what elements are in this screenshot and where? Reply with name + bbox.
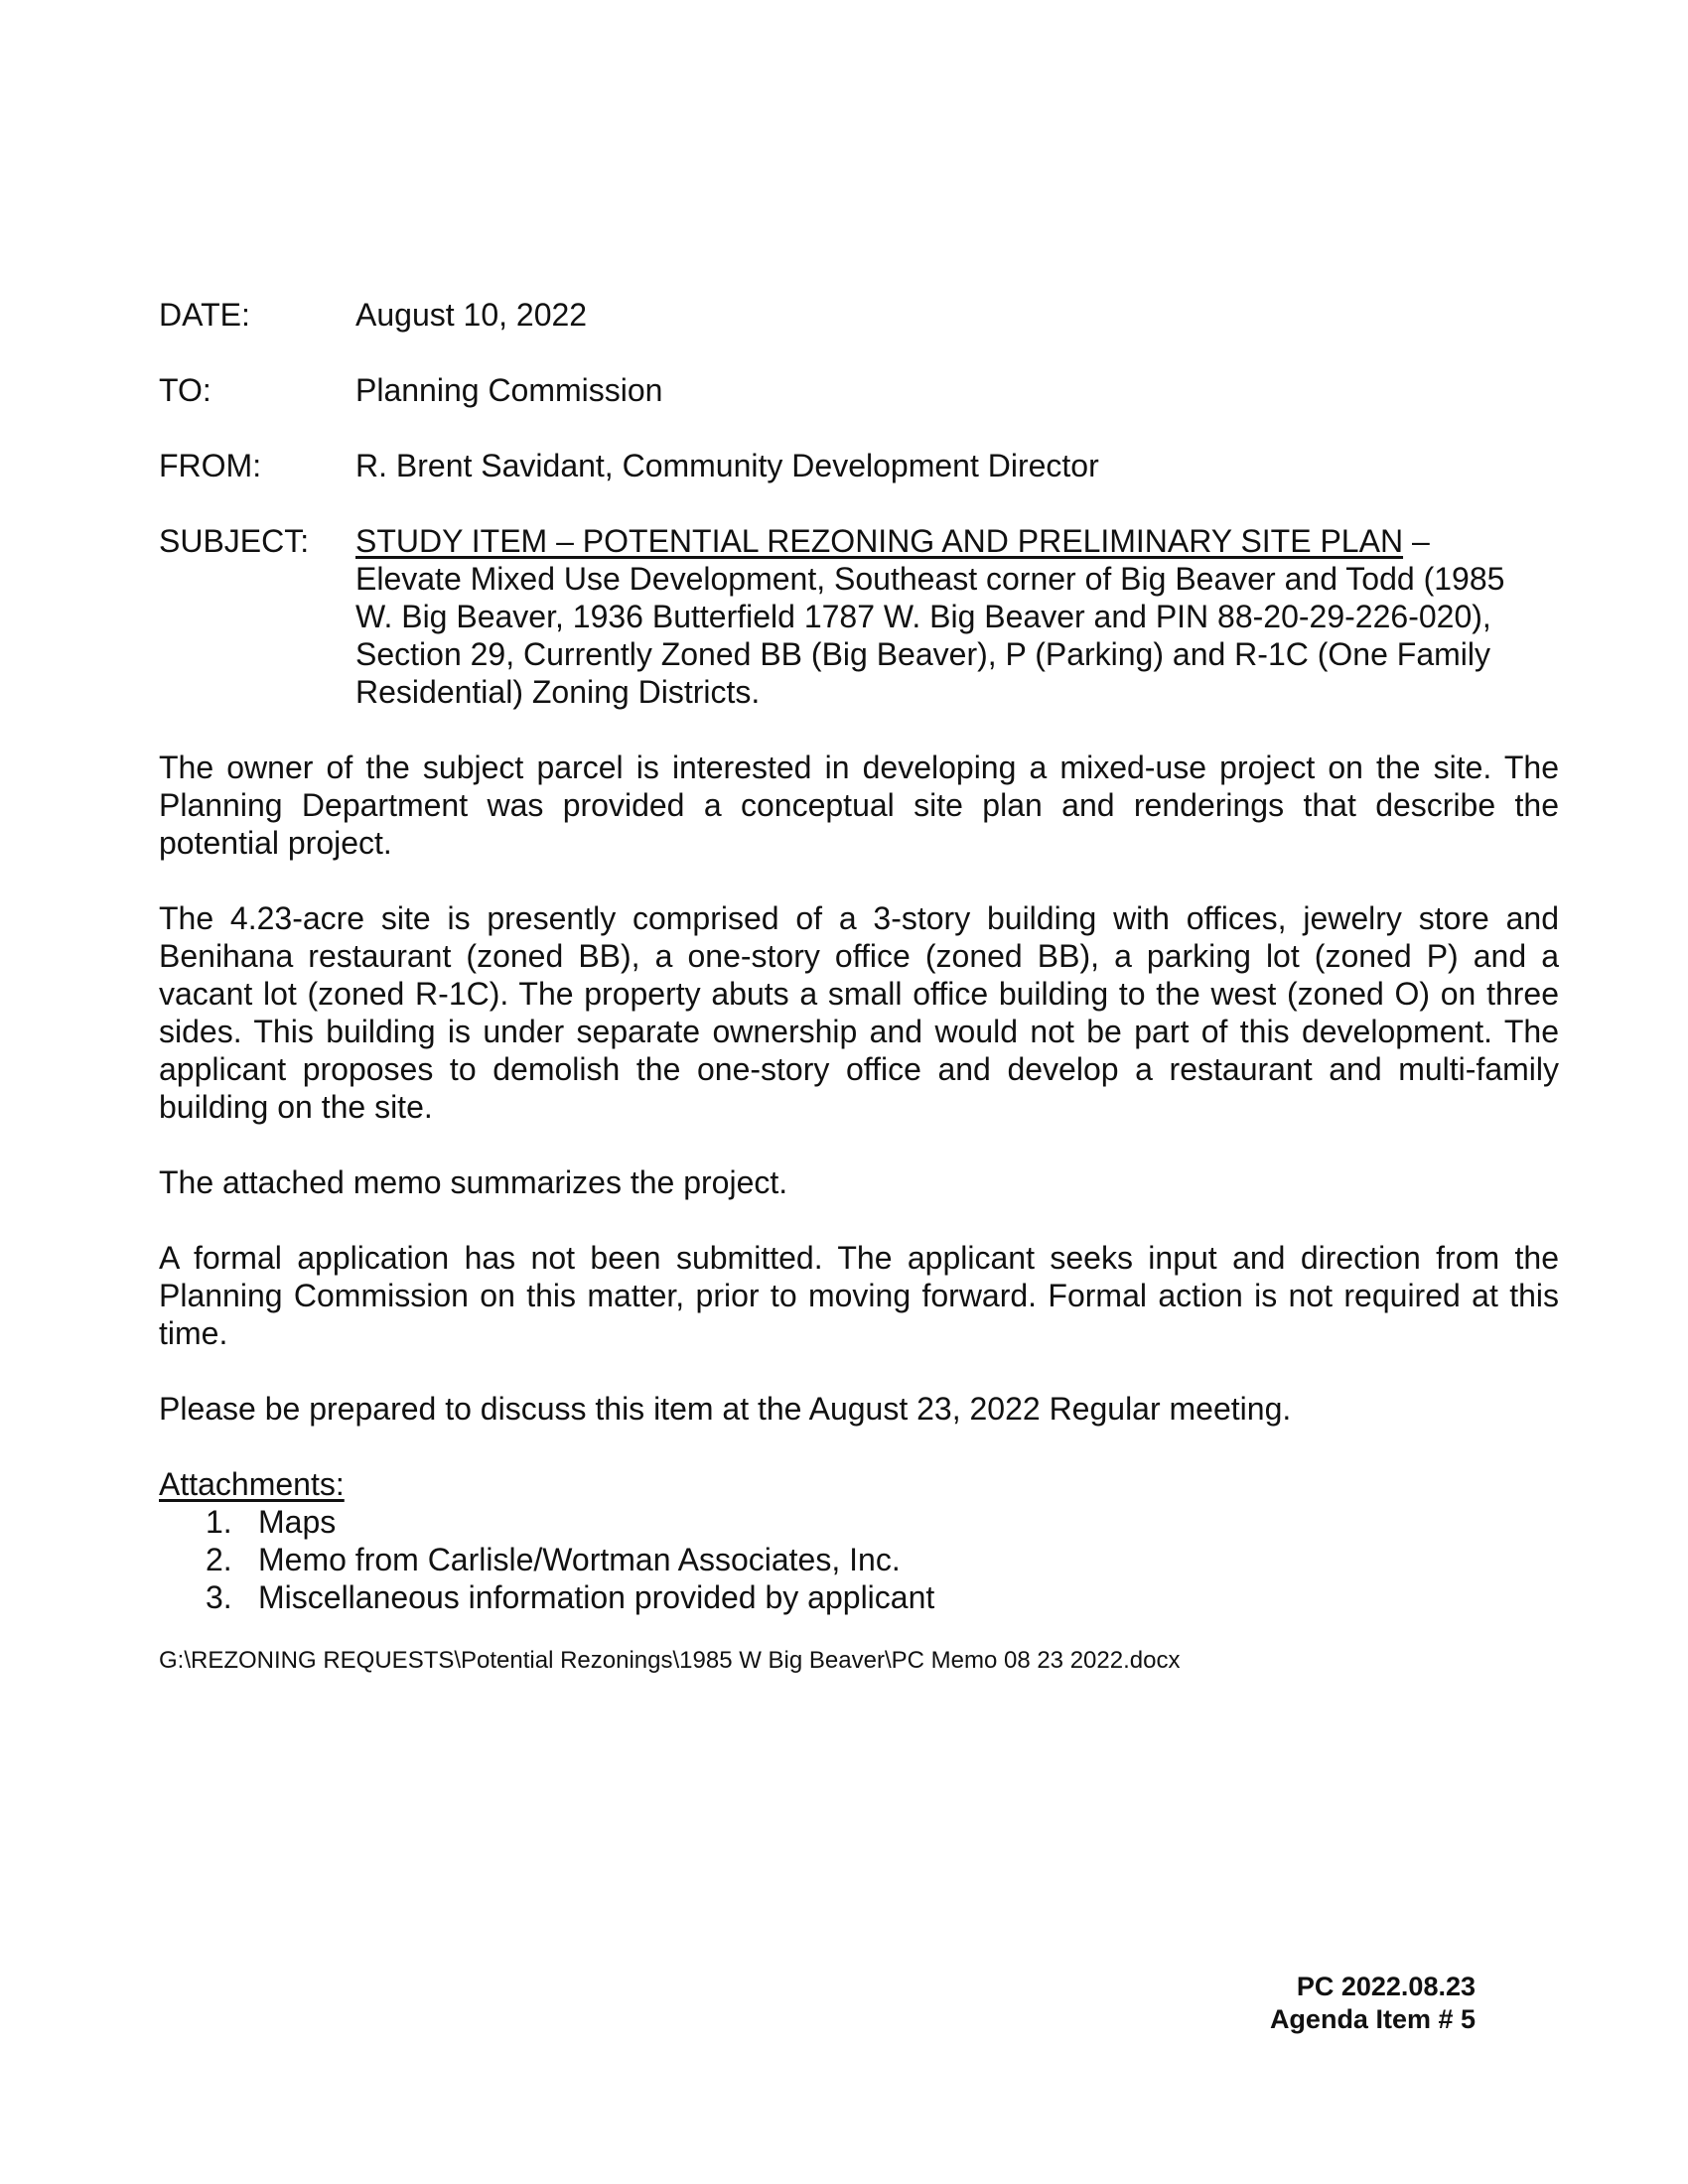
footer-reference: [1270, 1971, 1476, 2036]
subject-title: STUDY ITEM – POTENTIAL REZONING AND PRELIMINARY SITE PLAN: [355, 523, 1404, 559]
subject-dash: –: [1403, 523, 1430, 559]
subject-label: SUBJECT:: [159, 523, 310, 559]
from-row: [159, 447, 1549, 484]
attachments-heading: Attachments:: [159, 1466, 345, 1502]
attachment-text: Memo from Carlisle/Wortman Associates, Inc.: [258, 1542, 901, 1577]
to-value: Planning Commission: [355, 372, 663, 408]
paragraph-site-description: The 4.23-acre site is presently comprised of a 3-story building with offices, jewelry store and Benihana restaurant (zoned BB), a one-story office (zoned BB), a parking lot (zoned P) and a vacant lot (zoned R-1C). The property abuts a small office building to the west (zoned O) on three sides. This building is under separate ownership and would not be part of this development. The applicant proposes to demolish the one-story office and develop a restaurant and multi-family building on the site.: [159, 900, 1559, 1125]
attachments-list: [159, 1503, 1559, 1616]
attachment-number: 2.: [206, 1542, 232, 1577]
subject-row: [159, 522, 1549, 711]
memo-header: [159, 296, 1549, 749]
date-label: DATE:: [159, 297, 250, 333]
attachment-item: [159, 1503, 1559, 1541]
paragraph-meeting-prep: Please be prepared to discuss this item at the August 23, 2022 Regular meeting.: [159, 1391, 1292, 1427]
date-row: [159, 296, 1549, 334]
from-value: R. Brent Savidant, Community Development Director: [355, 448, 1099, 483]
paragraph-attached-memo: The attached memo summarizes the project.: [159, 1164, 788, 1200]
from-label: FROM:: [159, 448, 262, 483]
subject-value: [355, 522, 1549, 711]
to-row: [159, 371, 1549, 409]
agenda-item-number: Agenda Item # 5: [1269, 2004, 1476, 2034]
date-value: August 10, 2022: [355, 297, 588, 333]
paragraph-project-interest: The owner of the subject parcel is interested in developing a mixed-use project on the site. The Planning Department was provided a conceptual site plan and renderings that describe the potential project.: [159, 750, 1559, 861]
attachment-text: Miscellaneous information provided by applicant: [258, 1579, 935, 1615]
attachment-number: 1.: [206, 1504, 232, 1540]
attachment-text: Maps: [258, 1504, 337, 1540]
attachment-item: [159, 1578, 1559, 1616]
attachment-number: 3.: [206, 1579, 232, 1615]
subject-detail: Elevate Mixed Use Development, Southeast corner of Big Beaver and Todd (1985 W. Big Beaver, 1936 Butterfield 1787 W. Big Beaver and PIN 88-20-29-226-020), Section 29, Currently Zoned BB (Big Beaver), P (Parking) and R-1C (One Family Residential) Zoning Districts.: [355, 561, 1505, 710]
to-label: TO:: [159, 372, 211, 408]
paragraph-formal-application: A formal application has not been submitted. The applicant seeks input and direction from the Planning Commission on this matter, prior to moving forward. Formal action is not required at this time.: [159, 1240, 1559, 1351]
attachment-item: [159, 1541, 1559, 1578]
meeting-reference: PC 2022.08.23: [1296, 1972, 1476, 2001]
memo-body: [159, 749, 1559, 1676]
file-path: G:\REZONING REQUESTS\Potential Rezonings\1985 W Big Beaver\PC Memo 08 23 2022.docx: [159, 1647, 1181, 1674]
